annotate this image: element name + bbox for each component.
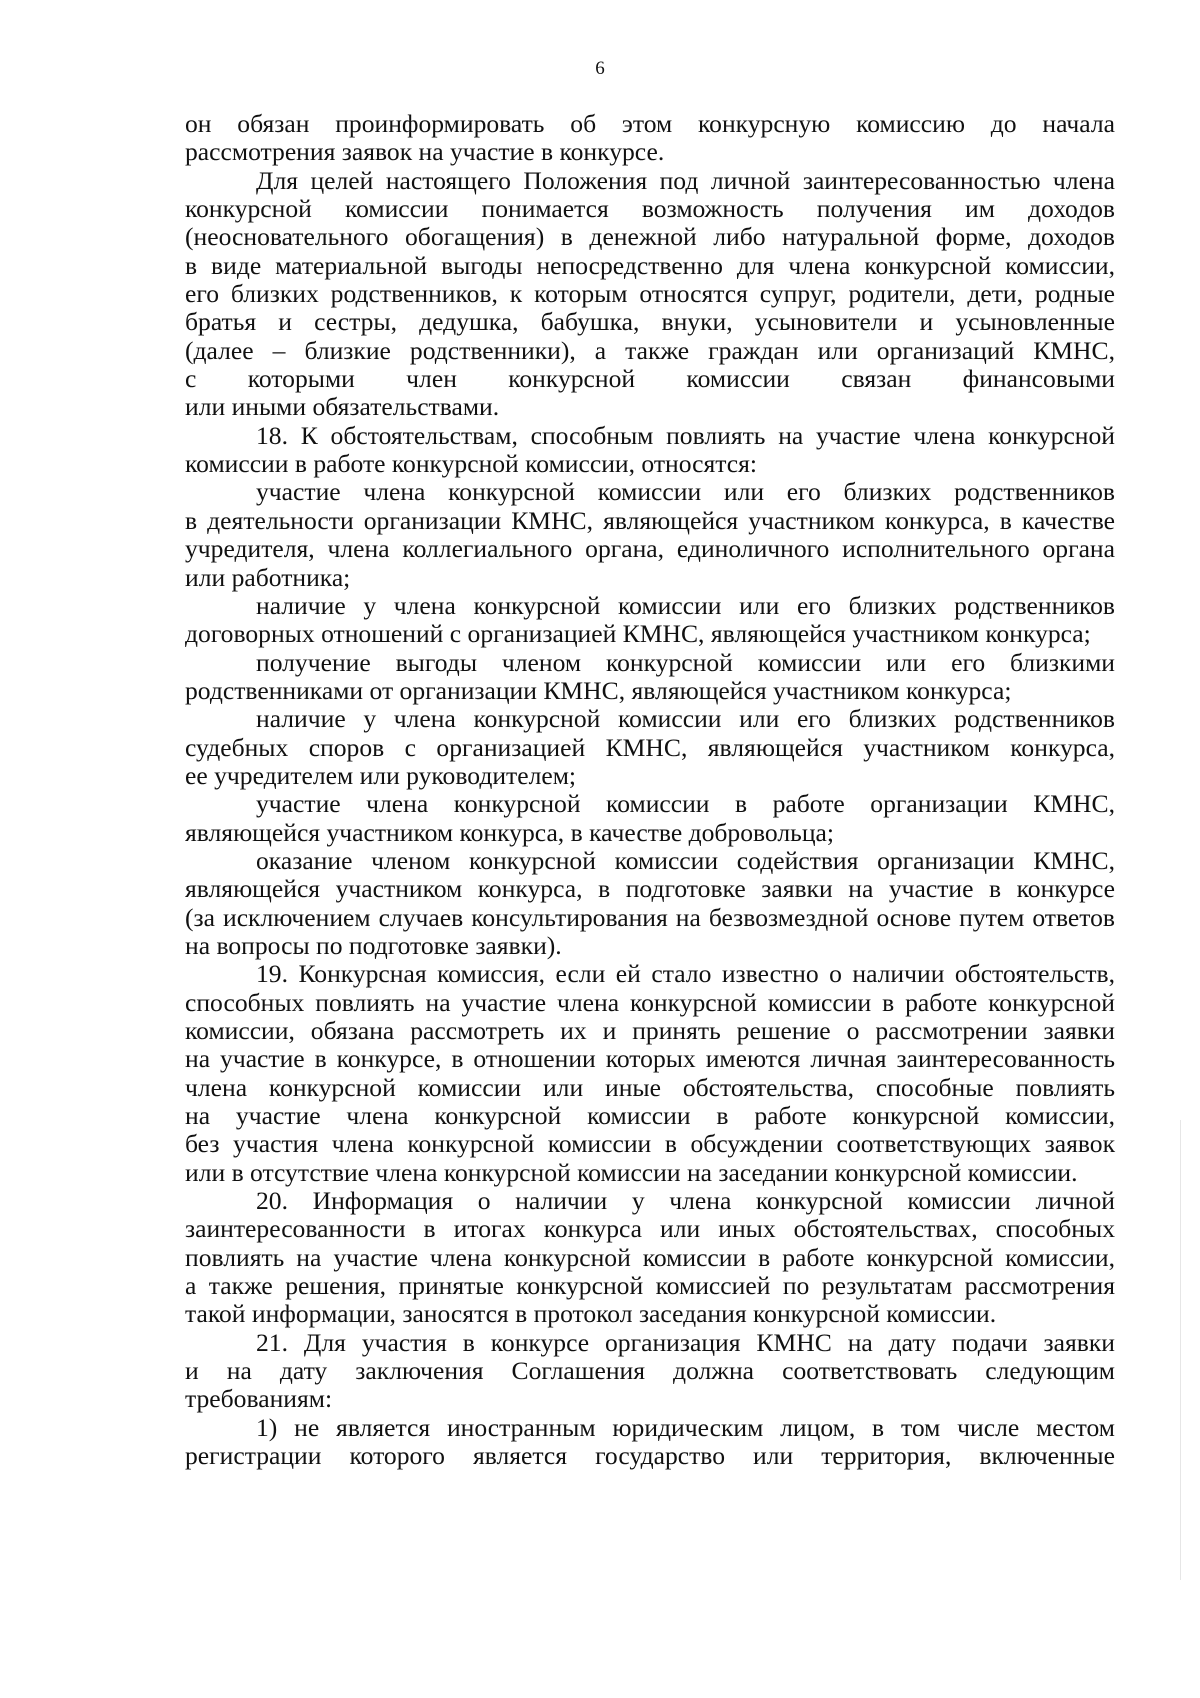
- text-line: на вопросы по подготовке заявки).: [185, 930, 562, 960]
- text-line: (далее – близкие родственники), а также граждан или организаций КМНС,: [185, 335, 1115, 365]
- text-line: а также решения, принятые конкурсной комиссией по результатам рассмотрения: [185, 1271, 1115, 1301]
- text-line: получение выгоды членом конкурсной комиссии или его близкими: [256, 647, 1115, 677]
- text-line: наличие у члена конкурсной комиссии или его близких родственников: [256, 590, 1115, 620]
- text-line: без участия члена конкурсной комиссии в обсуждении соответствующих заявок: [185, 1129, 1115, 1159]
- text-line: 1) не является иностранным юридическим лицом, в том числе местом: [256, 1412, 1115, 1442]
- text-line: учредителя, члена коллегиального органа, единоличного исполнительного органа: [185, 534, 1115, 564]
- text-line: на участие члена конкурсной комиссии в работе конкурсной комиссии,: [185, 1101, 1115, 1131]
- text-line: или работника;: [185, 562, 351, 592]
- text-line: на участие в конкурсе, в отношении которых имеются личная заинтересованность: [185, 1044, 1115, 1074]
- text-line: с которыми член конкурсной комиссии связан финансовыми: [185, 364, 1115, 394]
- text-line: 20. Информация о наличии у члена конкурсной комиссии личной: [256, 1186, 1115, 1216]
- text-line: и на дату заключения Соглашения должна соответствовать следующим: [185, 1356, 1115, 1386]
- text-line: комиссии в работе конкурсной комиссии, относятся:: [185, 449, 758, 479]
- text-line: судебных споров с организацией КМНС, являющейся участником конкурса,: [185, 732, 1115, 762]
- text-line: являющейся участником конкурса, в качестве добровольца;: [185, 817, 834, 847]
- text-line: в виде материальной выгоды непосредственно для члена конкурсной комиссии,: [185, 250, 1115, 280]
- text-line: оказание членом конкурсной комиссии содействия организации КМНС,: [256, 845, 1115, 875]
- text-line: требованиям:: [185, 1384, 333, 1414]
- text-line: 21. Для участия в конкурсе организация КМНС на дату подачи заявки: [256, 1327, 1115, 1357]
- text-line: такой информации, заносятся в протокол заседания конкурсной комиссии.: [185, 1299, 997, 1329]
- text-line: члена конкурсной комиссии или иные обстоятельства, способные повлиять: [185, 1072, 1115, 1102]
- text-line: регистрации которого является государство или территория, включенные: [185, 1441, 1115, 1471]
- text-line: участие члена конкурсной комиссии в работе организации КМНС,: [256, 789, 1115, 819]
- text-line: (за исключением случаев консультирования на безвозмездной основе путем ответов: [185, 902, 1115, 932]
- text-line: родственниками от организации КМНС, являющейся участником конкурса;: [185, 675, 1012, 705]
- text-line: договорных отношений с организацией КМНС, являющейся участником конкурса;: [185, 619, 1091, 649]
- text-line: рассмотрения заявок на участие в конкурсе.: [185, 137, 665, 167]
- text-line: Для целей настоящего Положения под личной заинтересованностью члена: [256, 165, 1115, 195]
- text-line: братья и сестры, дедушка, бабушка, внуки, усыновители и усыновленные: [185, 307, 1115, 337]
- text-line: его близких родственников, к которым относятся супруг, родители, дети, родные: [185, 279, 1115, 309]
- text-line: конкурсной комиссии понимается возможность получения им доходов: [185, 194, 1115, 224]
- text-line: 19. Конкурсная комиссия, если ей стало известно о наличии обстоятельств,: [256, 959, 1115, 989]
- document-body-text: [185, 110, 1115, 1471]
- text-line: наличие у члена конкурсной комиссии или его близких родственников: [256, 704, 1115, 734]
- text-line: способных повлиять на участие члена конкурсной комиссии в работе конкурсной: [185, 987, 1115, 1017]
- page-number: 6: [595, 58, 605, 79]
- text-line: заинтересованности в итогах конкурса или иных обстоятельствах, способных: [185, 1214, 1115, 1244]
- text-line: участие члена конкурсной комиссии или его близких родственников: [256, 477, 1115, 507]
- text-line: или иными обязательствами.: [185, 392, 500, 422]
- text-line: комиссии, обязана рассмотреть их и принять решение о рассмотрении заявки: [185, 1016, 1115, 1045]
- text-line: или в отсутствие члена конкурсной комиссии на заседании конкурсной комиссии.: [185, 1157, 1078, 1187]
- text-line: в деятельности организации КМНС, являющейся участником конкурса, в качестве: [185, 505, 1115, 535]
- text-line: повлиять на участие члена конкурсной комиссии в работе конкурсной комиссии,: [185, 1242, 1115, 1272]
- text-line: ее учредителем или руководителем;: [185, 760, 577, 790]
- text-line: 18. К обстоятельствам, способным повлиять на участие члена конкурсной: [256, 420, 1115, 450]
- text-line: являющейся участником конкурса, в подготовке заявки на участие в конкурсе: [185, 874, 1115, 904]
- text-line: он обязан проинформировать об этом конкурсную комиссию до начала: [185, 109, 1115, 138]
- text-line: (неосновательного обогащения) в денежной либо натуральной форме, доходов: [185, 222, 1115, 252]
- scan-edge-line: [1180, 1120, 1181, 1580]
